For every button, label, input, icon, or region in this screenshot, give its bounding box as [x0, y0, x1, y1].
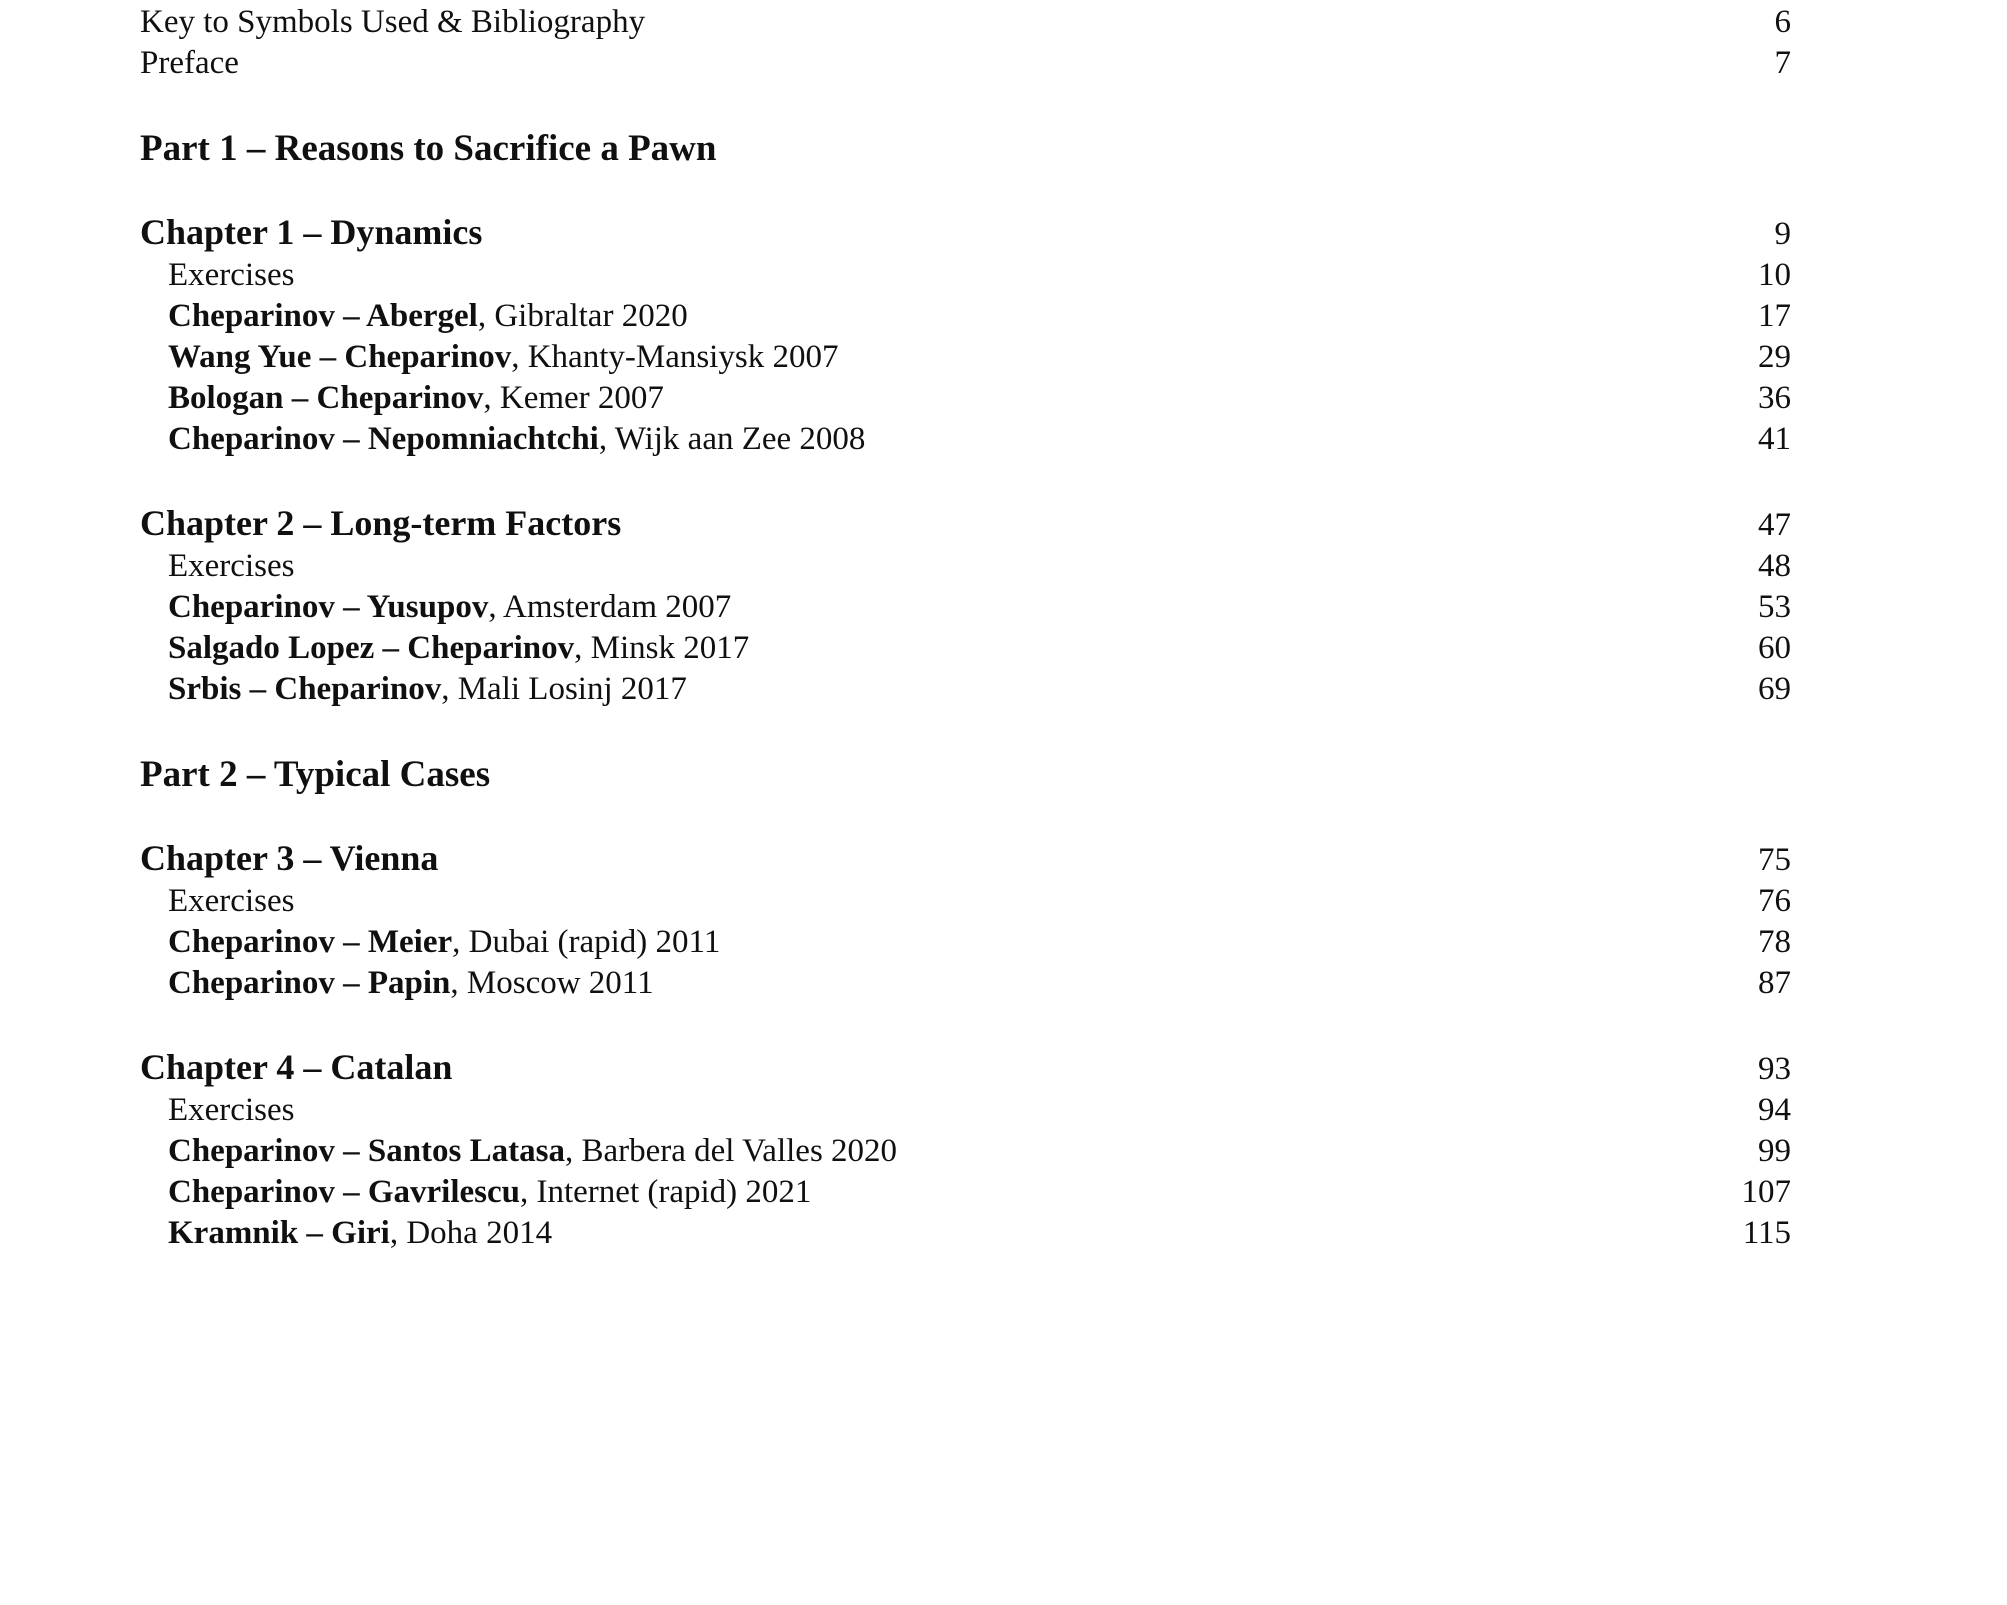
toc-entry-title	[168, 922, 1738, 963]
toc-page-number: 75	[1758, 842, 1791, 878]
game-players: Cheparinov – Meier	[168, 924, 453, 960]
toc-page-number: 29	[1758, 339, 1791, 375]
toc-entry-title: Key to Symbols Used & Bibliography	[140, 4, 646, 40]
toc-entry-title	[168, 337, 1738, 378]
toc-page-number: 7	[1774, 45, 1791, 81]
toc-row-entry	[140, 546, 1791, 587]
chapter-heading-row	[140, 838, 1791, 881]
game-detail: , Wijk aan Zee 2008	[598, 421, 866, 457]
toc-page-number: 10	[1758, 257, 1791, 293]
toc-entry-title	[168, 963, 1738, 1004]
game-players: Salgado Lopez – Cheparinov	[168, 630, 575, 666]
game-detail: , Khanty-Mansiysk 2007	[511, 339, 839, 375]
chapter-title: Chapter 4 – Catalan	[140, 1047, 453, 1087]
game-players: Wang Yue – Cheparinov	[168, 339, 512, 375]
game-detail: , Mali Losinj 2017	[441, 671, 687, 707]
toc-row-entry	[140, 1172, 1791, 1213]
toc-row-entry	[140, 587, 1791, 628]
toc-page-number: 99	[1758, 1133, 1791, 1169]
chapter-heading-row	[140, 503, 1791, 546]
game-players: Cheparinov – Yusupov	[168, 589, 489, 625]
toc-page-number: 47	[1758, 507, 1791, 543]
toc-row-entry	[140, 419, 1791, 460]
game-players: Cheparinov – Papin	[168, 965, 451, 1001]
toc-page-number: 87	[1758, 965, 1791, 1001]
toc-page-number: 115	[1742, 1215, 1791, 1251]
toc-entry-title	[168, 1131, 1738, 1172]
toc-row-entry	[140, 337, 1791, 378]
game-players: Bologan – Cheparinov	[168, 380, 484, 416]
toc-page-number: 48	[1758, 548, 1791, 584]
game-detail: , Gibraltar 2020	[477, 298, 688, 334]
toc-entry-title	[168, 419, 1738, 460]
game-detail: Exercises	[168, 1092, 295, 1128]
toc-row-entry	[140, 963, 1791, 1004]
toc-page-number: 36	[1758, 380, 1791, 416]
toc-row-entry	[140, 628, 1791, 669]
toc-row-front-matter	[140, 43, 1791, 84]
toc-page-number: 93	[1758, 1051, 1791, 1087]
toc-entry-title	[168, 1213, 1723, 1254]
toc-page-number: 107	[1741, 1174, 1791, 1210]
toc-row-entry	[140, 881, 1791, 922]
toc-entry-title	[168, 669, 1738, 710]
game-detail: , Minsk 2017	[574, 630, 750, 666]
toc-page-number: 60	[1758, 630, 1791, 666]
game-players: Cheparinov – Gavrilescu	[168, 1174, 520, 1210]
part-heading	[140, 754, 1791, 795]
toc-entry-title	[168, 628, 1738, 669]
toc-page-number: 41	[1758, 421, 1791, 457]
game-detail: , Internet (rapid) 2021	[520, 1174, 812, 1210]
toc-entry-title	[168, 296, 1738, 337]
toc-row-entry	[140, 378, 1791, 419]
toc-page-number: 69	[1758, 671, 1791, 707]
chapter-title: Chapter 1 – Dynamics	[140, 212, 483, 252]
game-players: Cheparinov – Abergel	[168, 298, 478, 334]
chapter-heading-row	[140, 1047, 1791, 1090]
game-detail: , Amsterdam 2007	[488, 589, 732, 625]
game-detail: , Doha 2014	[389, 1215, 553, 1251]
toc-page-number: 17	[1758, 298, 1791, 334]
toc-entry-title	[168, 1090, 1738, 1131]
chapter-heading-row	[140, 212, 1791, 255]
game-detail: , Barbera del Valles 2020	[564, 1133, 898, 1169]
game-players: Cheparinov – Santos Latasa	[168, 1133, 565, 1169]
toc-row-entry	[140, 296, 1791, 337]
game-players: Srbis – Cheparinov	[168, 671, 442, 707]
toc-row-entry	[140, 1131, 1791, 1172]
game-detail: Exercises	[168, 883, 295, 919]
toc-entry-title	[168, 587, 1738, 628]
toc-row-entry	[140, 922, 1791, 963]
toc-page-number: 94	[1758, 1092, 1791, 1128]
toc-page-number: 78	[1758, 924, 1791, 960]
toc-row-entry	[140, 1090, 1791, 1131]
game-detail: , Dubai (rapid) 2011	[452, 924, 721, 960]
toc-page-number: 9	[1774, 216, 1791, 252]
toc-entry-title	[168, 546, 1738, 587]
toc-row-entry	[140, 255, 1791, 296]
game-players: Kramnik – Giri	[168, 1215, 390, 1251]
toc-entry-title	[168, 1172, 1722, 1213]
toc-entry-title	[168, 881, 1738, 922]
part-title: Part 2 – Typical Cases	[140, 754, 491, 795]
toc-row-front-matter	[140, 2, 1791, 43]
toc-page-number: 53	[1758, 589, 1791, 625]
toc-page-number: 6	[1774, 4, 1791, 40]
toc-page-number: 76	[1758, 883, 1791, 919]
toc-row-entry	[140, 669, 1791, 710]
game-detail: Exercises	[168, 257, 295, 293]
toc-entry-title	[168, 255, 1738, 296]
chapter-title: Chapter 3 – Vienna	[140, 838, 439, 878]
toc-entry-title	[168, 378, 1738, 419]
chapter-title: Chapter 2 – Long-term Factors	[140, 503, 622, 543]
toc-entry-title: Preface	[140, 45, 239, 81]
toc-row-entry	[140, 1213, 1791, 1254]
part-heading	[140, 128, 1791, 169]
game-players: Cheparinov – Nepomniachtchi	[168, 421, 599, 457]
game-detail: , Moscow 2011	[450, 965, 654, 1001]
part-title: Part 1 – Reasons to Sacrifice a Pawn	[140, 128, 717, 169]
game-detail: , Kemer 2007	[483, 380, 664, 416]
game-detail: Exercises	[168, 548, 295, 584]
